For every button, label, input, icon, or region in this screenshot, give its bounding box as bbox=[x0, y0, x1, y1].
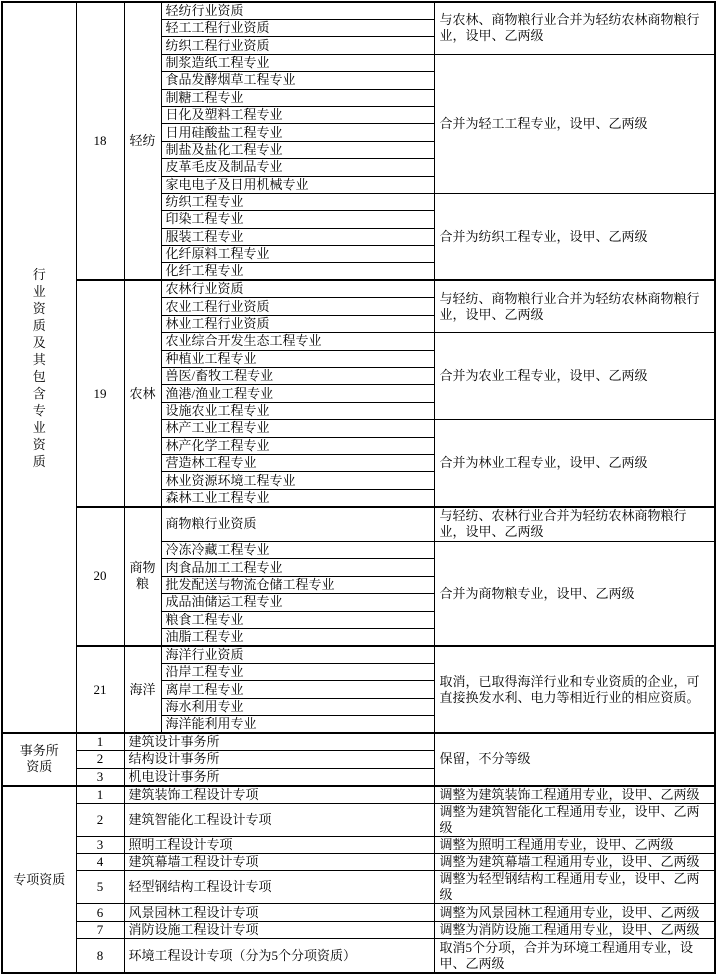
note-cell: 合并为纺织工程专业，设甲、乙两级 bbox=[434, 193, 715, 280]
category-industry-qualifications bbox=[2, 2, 76, 733]
qualification-item: 轻型钢结构工程设计专项 bbox=[124, 871, 434, 904]
row-number: 7 bbox=[76, 921, 124, 938]
qualification-item: 轻纺行业资质 bbox=[161, 2, 434, 20]
row-number: 1 bbox=[76, 786, 124, 804]
qualification-item: 商物粮行业资质 bbox=[161, 507, 434, 542]
industry-name: 农林 bbox=[124, 280, 161, 506]
qualification-item: 建筑设计事务所 bbox=[124, 733, 434, 751]
qualification-item: 批发配送与物流仓储工程专业 bbox=[161, 576, 434, 593]
category-label: 行业资质及其包含专业资质 bbox=[32, 266, 46, 469]
qualification-item: 离岸工程专业 bbox=[161, 681, 434, 698]
note-cell: 与农林、商物粮行业合并为轻纺农林商物粮行业，设甲、乙两级 bbox=[434, 2, 715, 54]
category-office-qualifications bbox=[2, 733, 76, 785]
qualification-table bbox=[1, 1, 716, 974]
note-cell: 调整为建筑智能化工程通用专业，设甲、乙两级 bbox=[434, 803, 715, 836]
note-cell: 与轻纺、商物粮行业合并为轻纺农林商物粮行业，设甲、乙两级 bbox=[434, 280, 715, 332]
row-number: 6 bbox=[76, 904, 124, 921]
qualification-item: 兽医/畜牧工程专业 bbox=[161, 368, 434, 385]
note-cell: 调整为轻型钢结构工程通用专业，设甲、乙两级 bbox=[434, 871, 715, 904]
qualification-item: 肉食品加工工程专业 bbox=[161, 559, 434, 576]
note-cell: 合并为林业工程专业，设甲、乙两级 bbox=[434, 420, 715, 507]
qualification-item: 食品发酵烟草工程专业 bbox=[161, 72, 434, 89]
category-label: 专项资质 bbox=[13, 871, 66, 887]
qualification-item: 海洋行业资质 bbox=[161, 646, 434, 664]
note-cell: 保留，不分等级 bbox=[434, 733, 715, 785]
qualification-item: 日化及塑料工程专业 bbox=[161, 106, 434, 123]
qualification-item: 轻工工程行业资质 bbox=[161, 20, 434, 37]
note-cell: 合并为轻工工程专业，设甲、乙两级 bbox=[434, 54, 715, 193]
note-cell: 调整为建筑装饰工程通用专业，设甲、乙两级 bbox=[434, 786, 715, 804]
qualification-item: 化纤原料工程专业 bbox=[161, 246, 434, 263]
qualification-item: 成品油储运工程专业 bbox=[161, 594, 434, 611]
qualification-item: 粮食工程专业 bbox=[161, 611, 434, 628]
row-number: 3 bbox=[76, 836, 124, 853]
industry-name: 商物粮 bbox=[124, 507, 161, 646]
industry-name: 轻纺 bbox=[124, 2, 161, 280]
qualification-item: 皮革毛皮及制品专业 bbox=[161, 159, 434, 176]
note-cell: 调整为建筑幕墙工程通用专业，设甲、乙两级 bbox=[434, 853, 715, 870]
qualification-item: 林产工业工程专业 bbox=[161, 420, 434, 437]
qualification-item: 建筑智能化工程设计专项 bbox=[124, 803, 434, 836]
qualification-item: 建筑装饰工程设计专项 bbox=[124, 786, 434, 804]
qualification-item: 结构设计事务所 bbox=[124, 751, 434, 768]
group-number: 21 bbox=[76, 646, 124, 733]
qualification-item: 农业综合开发生态工程专业 bbox=[161, 333, 434, 350]
row-number: 4 bbox=[76, 853, 124, 870]
qualification-item: 日用硅酸盐工程专业 bbox=[161, 124, 434, 141]
qualification-item: 设施农业工程专业 bbox=[161, 402, 434, 419]
qualification-item: 渔港/渔业工程专业 bbox=[161, 385, 434, 402]
row-number: 5 bbox=[76, 871, 124, 904]
note-cell: 取消5个分项，合并为环境工程通用专业，设甲、乙两级 bbox=[434, 939, 715, 974]
note-cell: 调整为消防设施工程通用专业，设甲、乙两级 bbox=[434, 921, 715, 938]
note-cell: 合并为农业工程专业，设甲、乙两级 bbox=[434, 333, 715, 420]
qualification-item: 纺织工程专业 bbox=[161, 193, 434, 210]
qualification-item: 海洋能利用专业 bbox=[161, 716, 434, 734]
qualification-item: 建筑幕墙工程设计专项 bbox=[124, 853, 434, 870]
qualification-item: 冷冻冷藏工程专业 bbox=[161, 542, 434, 559]
note-cell: 调整为照明工程通用专业，设甲、乙两级 bbox=[434, 836, 715, 853]
industry-name: 海洋 bbox=[124, 646, 161, 733]
qualification-item: 林业资源环境工程专业 bbox=[161, 472, 434, 489]
qualification-item: 森林工业工程专业 bbox=[161, 489, 434, 507]
qualification-item: 家电电子及日用机械专业 bbox=[161, 176, 434, 193]
group-number: 18 bbox=[76, 2, 124, 280]
group-number: 19 bbox=[76, 280, 124, 506]
row-number: 2 bbox=[76, 803, 124, 836]
qualification-item: 农林行业资质 bbox=[161, 280, 434, 298]
row-number: 2 bbox=[76, 751, 124, 768]
row-number: 1 bbox=[76, 733, 124, 751]
row-number: 3 bbox=[76, 768, 124, 786]
qualification-item: 制浆造纸工程专业 bbox=[161, 54, 434, 71]
qualification-item: 海水利用专业 bbox=[161, 698, 434, 715]
note-cell: 合并为商物粮专业，设甲、乙两级 bbox=[434, 542, 715, 646]
qualification-item: 环境工程设计专项（分为5个分项资质） bbox=[124, 939, 434, 974]
qualification-item: 照明工程设计专项 bbox=[124, 836, 434, 853]
row-number: 8 bbox=[76, 939, 124, 974]
qualification-item: 化纤工程专业 bbox=[161, 263, 434, 281]
category-special-qualifications bbox=[2, 786, 76, 974]
qualification-item: 消防设施工程设计专项 bbox=[124, 921, 434, 938]
note-cell: 取消，已取得海洋行业和专业资质的企业，可直接换发水利、电力等相近行业的相应资质。 bbox=[434, 646, 715, 733]
qualification-item: 营造林工程专业 bbox=[161, 454, 434, 471]
qualification-item: 服装工程专业 bbox=[161, 228, 434, 245]
qualification-item: 制糖工程专业 bbox=[161, 89, 434, 106]
qualification-item: 农业工程行业资质 bbox=[161, 298, 434, 315]
qualification-item: 制盐及盐化工程专业 bbox=[161, 141, 434, 158]
qualification-item: 风景园林工程设计专项 bbox=[124, 904, 434, 921]
group-number: 20 bbox=[76, 507, 124, 646]
qualification-item: 油脂工程专业 bbox=[161, 629, 434, 647]
category-label: 事务所资质 bbox=[19, 743, 59, 775]
qualification-item: 林业工程行业资质 bbox=[161, 315, 434, 332]
qualification-item: 纺织工程行业资质 bbox=[161, 37, 434, 54]
qualification-item: 沿岸工程专业 bbox=[161, 664, 434, 681]
qualification-item: 林产化学工程专业 bbox=[161, 437, 434, 454]
note-cell: 与轻纺、农林行业合并为轻纺农林商物粮行业，设甲、乙两级 bbox=[434, 507, 715, 542]
qualification-item: 印染工程专业 bbox=[161, 211, 434, 228]
note-cell: 调整为风景园林工程通用专业，设甲、乙两级 bbox=[434, 904, 715, 921]
qualification-item: 机电设计事务所 bbox=[124, 768, 434, 786]
qualification-item: 种植业工程专业 bbox=[161, 350, 434, 367]
